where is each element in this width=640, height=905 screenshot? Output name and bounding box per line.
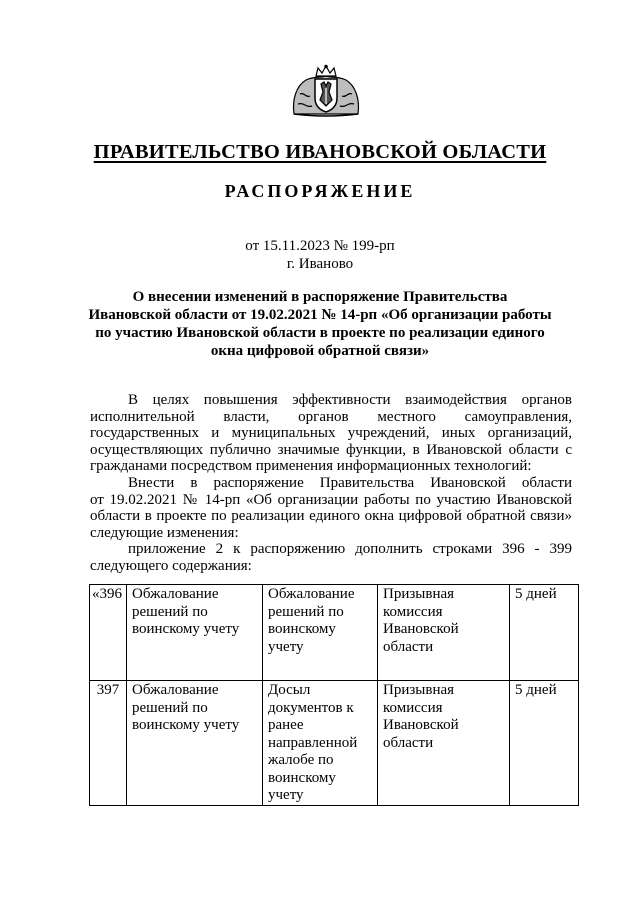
cell-line: Призывная xyxy=(383,586,455,602)
paragraph-line: В целях повышения эффективности взаимодействия органов xyxy=(128,392,572,408)
coat-of-arms-icon xyxy=(288,64,364,120)
paragraph-line: Внести в распоряжение Правительства Ивановской области xyxy=(128,474,572,491)
paragraph-line: приложение 2 к распоряжению дополнить строками 396 - 399 xyxy=(128,541,572,558)
cell-line: Ивановской xyxy=(383,717,459,733)
heading-line: по участию Ивановской области в проекте по реализации единого xyxy=(95,325,545,341)
document-heading xyxy=(80,288,560,360)
subject-cell xyxy=(127,585,263,681)
body-text xyxy=(90,392,572,575)
cell-line: области xyxy=(383,734,434,751)
heading-line: О внесении изменений в распоряжение Правительства xyxy=(132,289,508,305)
cell-line: решений по xyxy=(268,603,344,620)
cell-line: воинскому учету xyxy=(268,621,336,655)
cell-line: решений по xyxy=(132,699,208,716)
table-row xyxy=(90,681,579,806)
city: г. Иваново xyxy=(286,256,354,272)
cell-line: направленной xyxy=(268,734,358,751)
cell-line: Обжалование xyxy=(268,586,355,602)
table-row xyxy=(90,585,579,681)
cell-line: комиссия xyxy=(383,699,443,716)
reason-cell xyxy=(263,681,378,806)
government-title: ПРАВИТЕЛЬСТВО ИВАНОВСКОЙ ОБЛАСТИ xyxy=(93,141,547,163)
document-type: РАСПОРЯЖЕНИЕ xyxy=(224,181,416,201)
cell-line: ранее xyxy=(268,717,304,733)
cell-line: воинскому учету xyxy=(132,717,240,733)
cell-line: Ивановской xyxy=(383,621,459,637)
heading-line: окна цифровой обратной связи» xyxy=(210,343,430,359)
paragraph-line: государственных и муниципальных учреждений, иных организаций, xyxy=(90,425,572,442)
reason-cell xyxy=(263,585,378,681)
paragraph-line: осуществляющих публично значимые функции, в Ивановской области с xyxy=(90,441,572,458)
subject-cell xyxy=(127,681,263,806)
cell-line: жалобе по xyxy=(268,752,334,768)
paragraph-line: от 19.02.2021 № 14-рп «Об организации работы по участию Ивановской xyxy=(90,491,572,508)
cell-line: Обжалование xyxy=(132,586,219,602)
authority-cell xyxy=(378,585,510,681)
cell-line: документов к xyxy=(268,699,354,716)
cell-line: воинскому xyxy=(268,769,336,786)
cell-line: воинскому учету xyxy=(132,621,240,637)
cell-line: области xyxy=(383,638,434,655)
paragraph-line: следующего содержания: xyxy=(90,557,252,574)
row-number: «396 xyxy=(90,585,127,681)
paragraph-line: области в проекте по реализации единого окна цифровой обратной связи» xyxy=(90,508,572,525)
cell-line: Призывная xyxy=(383,682,455,698)
row-number: 397 xyxy=(90,681,127,806)
document-meta xyxy=(0,237,640,273)
cell-line: Досыл xyxy=(268,682,311,698)
paragraph-line: следующие изменения: xyxy=(90,524,239,541)
term-cell: 5 дней xyxy=(510,681,579,806)
term-cell: 5 дней xyxy=(510,585,579,681)
paragraph-line: исполнительной власти, органов местного самоуправления, xyxy=(90,408,572,425)
date-number: от 15.11.2023 № 199-рп xyxy=(245,238,395,254)
cell-line: решений по xyxy=(132,603,208,620)
cell-line: учету xyxy=(268,787,304,803)
authority-cell xyxy=(378,681,510,806)
cell-line: комиссия xyxy=(383,603,443,620)
cell-line: Обжалование xyxy=(132,682,219,698)
heading-line: Ивановской области от 19.02.2021 № 14-рп «Об организации работы xyxy=(88,307,552,323)
paragraph-line: гражданами посредством применения информационных технологий: xyxy=(90,458,532,475)
annex-table xyxy=(89,584,579,806)
